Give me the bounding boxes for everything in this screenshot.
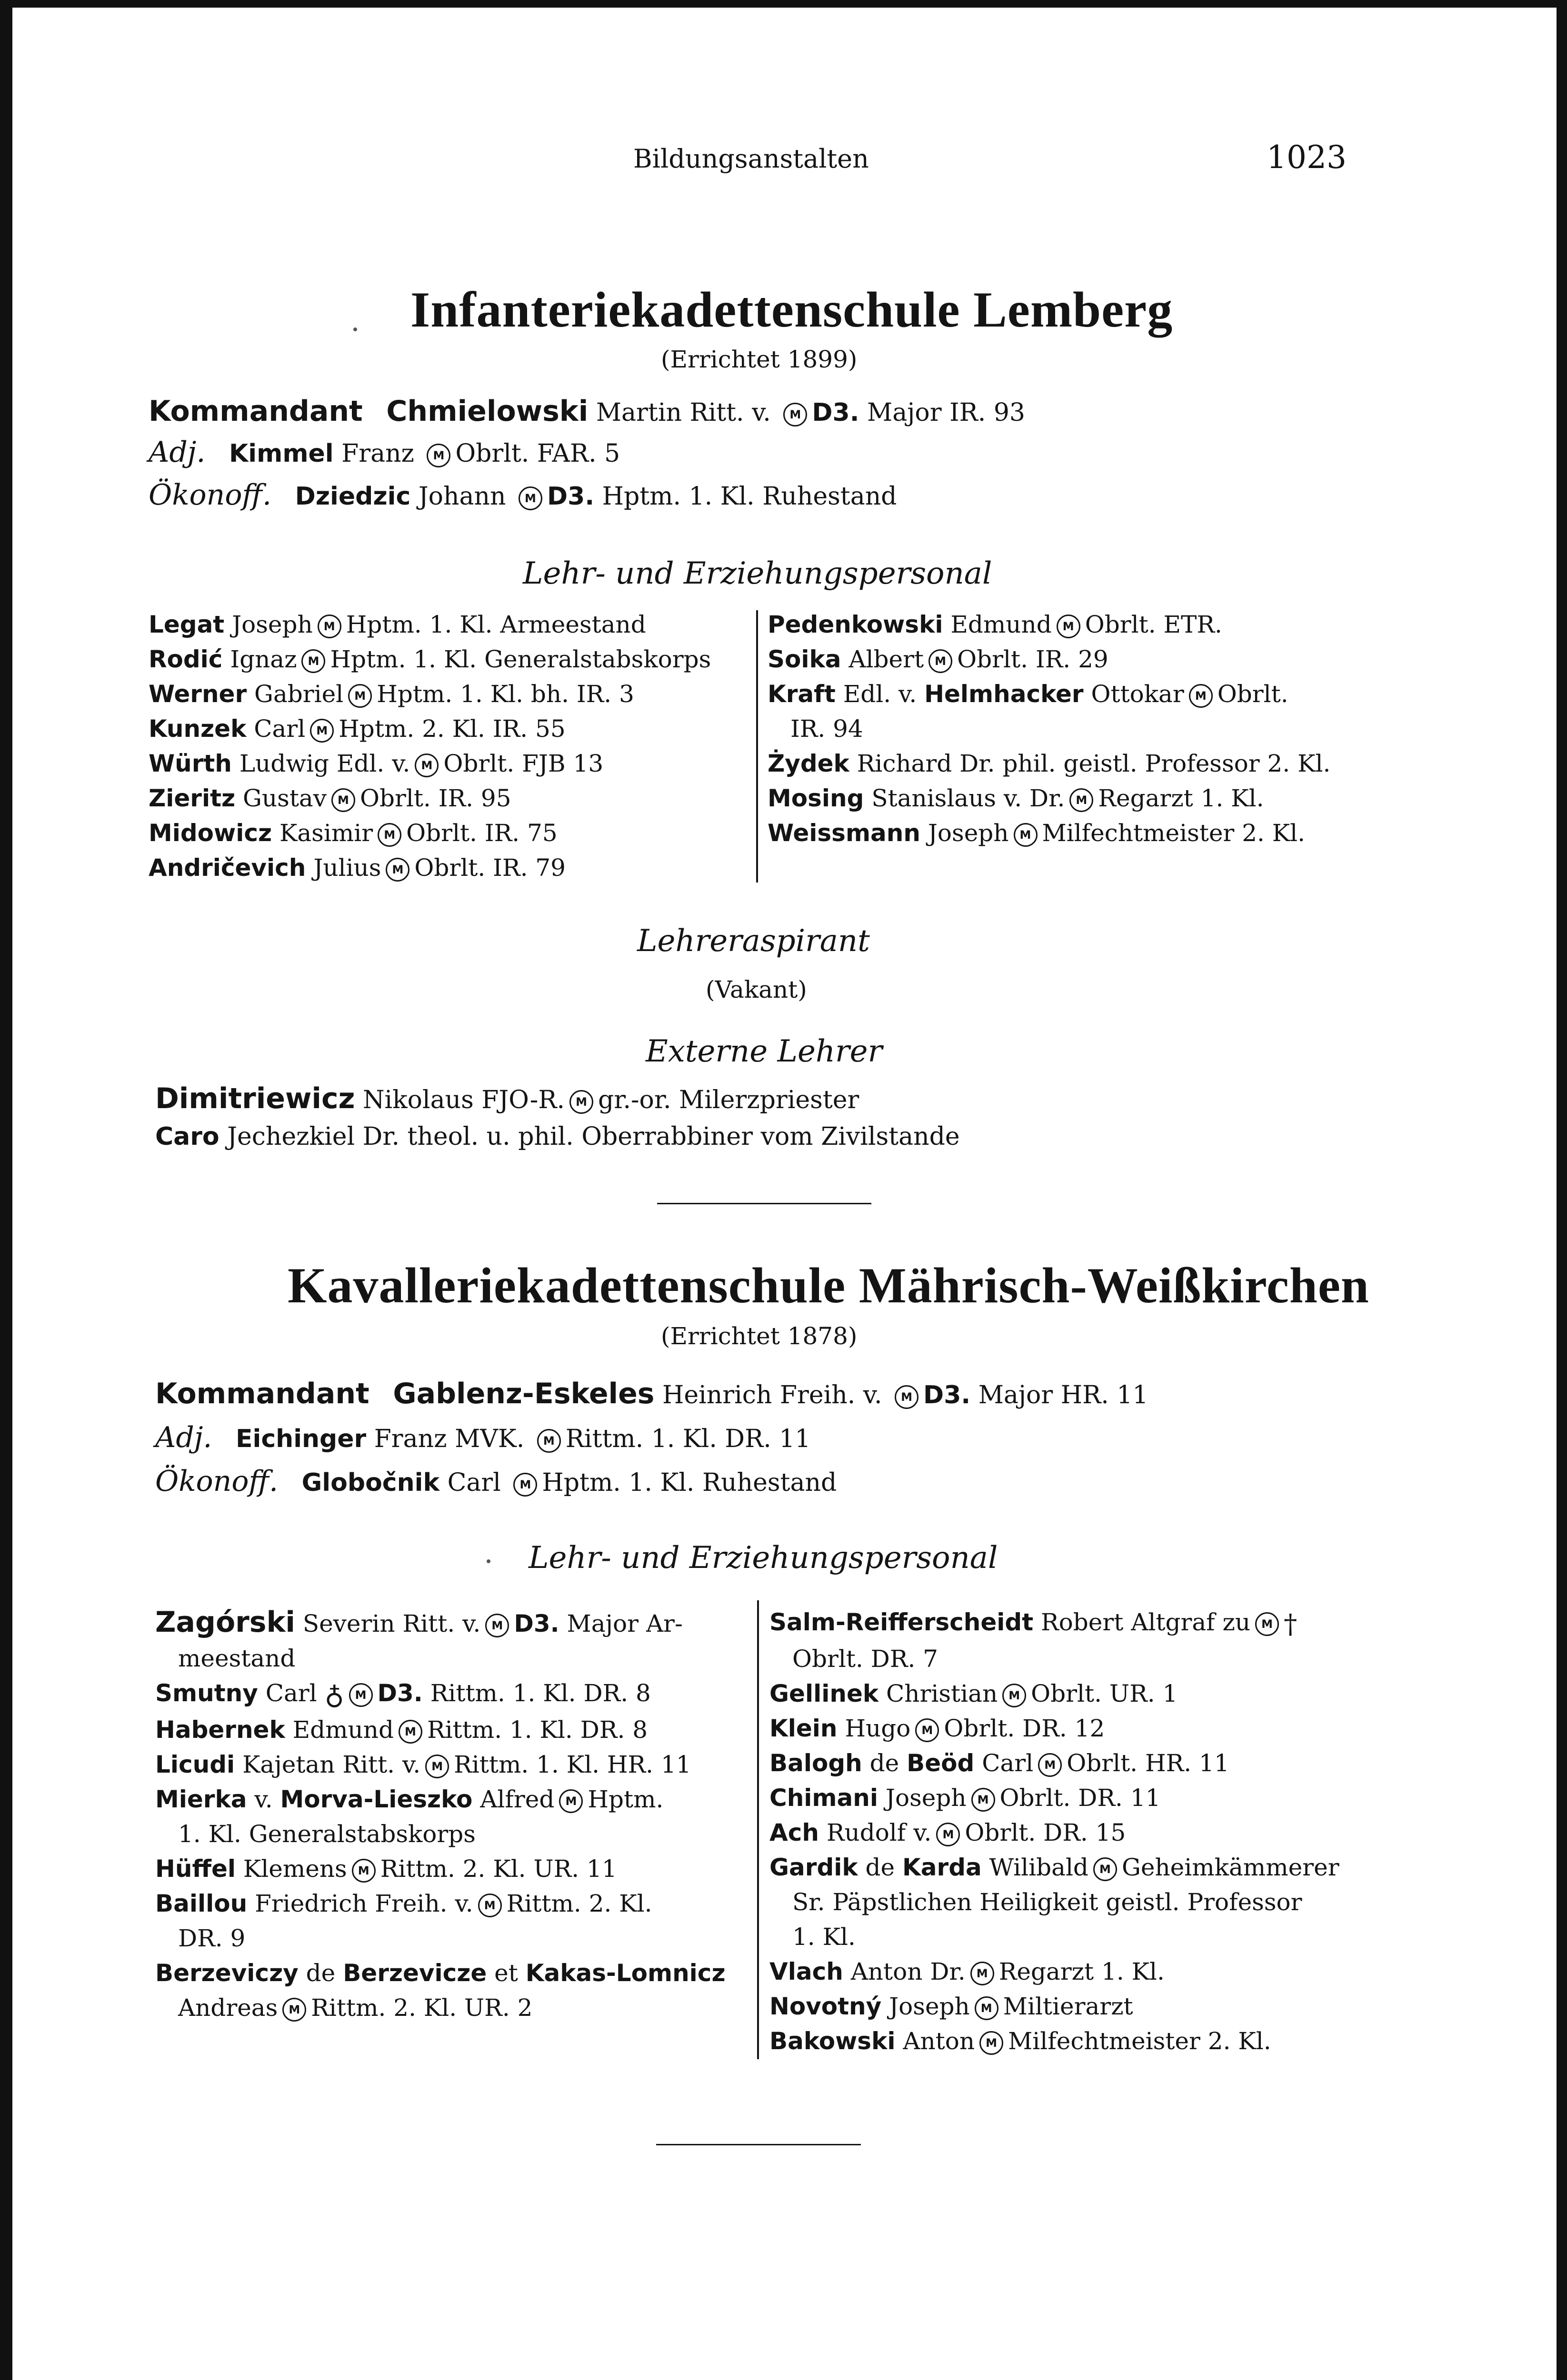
list-item-continuation: Andreas M Rittm. 2. Kl. UR. 2	[178, 1993, 533, 2022]
school2-kommandant	[155, 1378, 1148, 1410]
list-item: Andričevich Julius M Obrlt. IR. 79	[149, 854, 566, 882]
list-item: Würth Ludwig Edl. v. M Obrlt. FJB 13	[149, 750, 604, 777]
school1-okonoff	[149, 480, 897, 512]
list-item: Mosing Stanislaus v. Dr. M Regarzt 1. Kl.	[768, 784, 1264, 812]
list-item: Vlach Anton Dr. M Regarzt 1. Kl.	[769, 1957, 1165, 1985]
adj-rank: Obrlt. FAR. 5	[455, 439, 620, 468]
merit-badge-icon: M	[915, 1718, 939, 1742]
school2-okonoff	[155, 1466, 837, 1498]
kommandant-decoration: D3.	[923, 1381, 971, 1409]
merit-badge-icon: M	[783, 403, 807, 426]
okonoff-name: Dziedzic	[295, 482, 411, 511]
merit-badge-icon: M	[1038, 1753, 1062, 1777]
list-item: Hüffel Klemens M Rittm. 2. Kl. UR. 11	[155, 1854, 617, 1883]
list-item: Balogh de Beöd Carl M Obrlt. HR. 11	[769, 1749, 1229, 1777]
section-divider	[656, 2144, 861, 2145]
merit-badge-icon: M	[386, 858, 409, 882]
kommandant-label: Kommandant	[155, 1377, 369, 1410]
merit-badge-icon: M	[485, 1614, 509, 1637]
list-item-continuation: IR. 94	[790, 715, 863, 743]
merit-badge-icon: M	[559, 1789, 583, 1813]
adj-rank: Rittm. 1. Kl. DR. 11	[565, 1425, 811, 1453]
merit-badge-icon: M	[1189, 684, 1213, 708]
merit-badge-icon: M	[895, 1385, 918, 1409]
list-item: Berzeviczy de Berzevicze et Kakas-Lomnicz	[155, 1959, 726, 1987]
school1-staff-right	[768, 607, 1367, 851]
merit-badge-icon: M	[352, 1859, 376, 1883]
merit-badge-icon: M	[318, 615, 341, 638]
okonoff-rank: Hptm. 1. Kl. Ruhestand	[542, 1468, 837, 1497]
list-item: Żydek Richard Dr. phil. geistl. Professor 2. Kl.	[768, 750, 1331, 777]
list-item: Werner Gabriel M Hptm. 1. Kl. bh. IR. 3	[149, 680, 634, 708]
merit-badge-icon: M	[1255, 1612, 1279, 1636]
school2-staff-right	[769, 1605, 1384, 2059]
extern-item: Dimitriewicz Nikolaus FJO-R. M gr.-or. Milerzpriester	[155, 1082, 859, 1115]
merit-badge-icon: M	[569, 1090, 593, 1114]
okonoff-detail: Carl	[447, 1468, 501, 1497]
merit-badge-icon: M	[970, 1962, 994, 1985]
adj-detail: Franz	[341, 439, 414, 468]
kommandant-name: Gablenz-Eskeles	[393, 1377, 655, 1410]
column-divider	[757, 1600, 759, 2059]
merit-badge-icon: M	[301, 649, 325, 673]
merit-badge-icon: M	[537, 1429, 561, 1453]
merit-badge-icon: M	[1069, 788, 1093, 812]
speck	[353, 327, 357, 331]
merit-badge-icon: M	[331, 788, 355, 812]
aspirant-value: (Vakant)	[706, 976, 807, 1003]
scan-edge-left	[0, 0, 12, 2380]
list-item-continuation: meestand	[178, 1645, 296, 1672]
list-item-continuation: Sr. Päpstlichen Heiligkeit geistl. Professor	[792, 1888, 1302, 1916]
school1-kommandant	[149, 396, 1025, 428]
okonoff-name: Globočnik	[301, 1468, 440, 1497]
list-item-continuation: 1. Kl.	[792, 1923, 856, 1951]
list-item: Mierka v. Morva-Lieszko Alfred M Hptm.	[155, 1785, 664, 1813]
list-item-continuation: 1. Kl. Generalstabskorps	[178, 1820, 476, 1848]
section-divider	[657, 1203, 871, 1204]
list-item: Midowicz Kasimir M Obrlt. IR. 75	[149, 819, 558, 847]
merit-badge-icon: M	[1014, 823, 1038, 847]
list-item: Zieritz Gustav M Obrlt. IR. 95	[149, 784, 511, 812]
merit-badge-icon: M	[513, 1473, 537, 1497]
list-item: Habernek Edmund M Rittm. 1. Kl. DR. 8	[155, 1716, 648, 1744]
merit-badge-icon: M	[282, 1998, 306, 2022]
aspirant-heading: Lehreraspirant	[637, 923, 870, 959]
merit-badge-icon: M	[310, 719, 334, 743]
list-item: Baillou Friedrich Freih. v. M Rittm. 2. Kl.	[155, 1889, 652, 1917]
adj-label: Adj.	[155, 1421, 212, 1454]
speck	[487, 1559, 490, 1563]
school2-staff-left	[155, 1605, 746, 2025]
school1-staff-heading: Lehr- und Erziehungspersonal	[523, 556, 992, 591]
school2-adj	[155, 1422, 810, 1454]
list-item: Soika Albert M Obrlt. IR. 29	[768, 645, 1108, 673]
kommandant-detail: Heinrich Freih. v.	[662, 1381, 882, 1409]
list-item-continuation: DR. 9	[178, 1924, 246, 1952]
school1-staff-left	[149, 607, 744, 885]
list-item: Novotný Joseph M Miltierarzt	[769, 1992, 1133, 2020]
school2-staff-heading: Lehr- und Erziehungspersonal	[529, 1540, 998, 1576]
list-item: Chimani Joseph M Obrlt. DR. 11	[769, 1784, 1161, 1812]
school1-title: Infanteriekadettenschule Lemberg	[410, 282, 1173, 337]
adj-name: Eichinger	[236, 1425, 367, 1453]
list-item: Klein Hugo M Obrlt. DR. 12	[769, 1714, 1105, 1742]
adj-label: Adj.	[149, 436, 206, 469]
running-title: Bildungsanstalten	[633, 144, 869, 174]
kommandant-name: Chmielowski	[386, 395, 589, 428]
list-item: Licudi Kajetan Ritt. v. M Rittm. 1. Kl. HR. 11	[155, 1750, 691, 1778]
okonoff-rank: Hptm. 1. Kl. Ruhestand	[602, 482, 897, 511]
extern-item: Caro Jechezkiel Dr. theol. u. phil. Oberrabbiner vom Zivilstande	[155, 1122, 960, 1151]
merit-badge-icon: M	[378, 823, 401, 847]
list-item: Smutny Carl ♁ M D3. Rittm. 1. Kl. DR. 8	[155, 1676, 746, 1713]
scan-edge-top	[0, 0, 1567, 8]
merit-badge-icon: M	[971, 1788, 995, 1812]
merit-badge-icon: M	[1057, 615, 1080, 638]
merit-badge-icon: M	[975, 1996, 998, 2020]
list-item: Gardik de Karda Wilibald M Geheimkämmerer	[769, 1853, 1339, 1881]
merit-badge-icon: M	[478, 1894, 502, 1917]
merit-badge-icon: M	[348, 684, 372, 708]
list-item: Legat Joseph M Hptm. 1. Kl. Armeestand	[149, 611, 646, 638]
school1-adj	[149, 437, 620, 469]
list-item: Rodić Ignaz M Hptm. 1. Kl. Generalstabskorps	[149, 645, 711, 673]
list-item: Zagórski Severin Ritt. v. M D3. Major Ar-	[155, 1606, 683, 1639]
kommandant-rank: Major HR. 11	[978, 1381, 1148, 1409]
merit-badge-icon: M	[1093, 1857, 1117, 1881]
merit-badge-icon: M	[415, 754, 439, 777]
kommandant-decoration: D3.	[812, 398, 859, 427]
okonoff-label: Ökonoff.	[149, 478, 272, 512]
school1-founded: (Errichtet 1899)	[661, 346, 858, 373]
scan-edge-right	[1557, 0, 1567, 2380]
kommandant-detail: Martin Ritt. v.	[596, 398, 771, 427]
adj-name: Kimmel	[229, 439, 334, 468]
cross-icon: †	[1284, 1608, 1298, 1640]
list-item: Salm-Reifferscheidt Robert Altgraf zu M †	[769, 1605, 1384, 1642]
page-number: 1023	[1267, 139, 1347, 176]
list-item: Weissmann Joseph M Milfechtmeister 2. Kl.	[768, 819, 1306, 847]
order-icon: ♁	[324, 1679, 344, 1711]
okonoff-decoration: D3.	[547, 482, 595, 511]
merit-badge-icon: M	[936, 1823, 960, 1846]
merit-badge-icon: M	[349, 1683, 373, 1707]
merit-badge-icon: M	[425, 1755, 449, 1778]
merit-badge-icon: M	[399, 1720, 422, 1744]
list-item-continuation: Obrlt. DR. 7	[792, 1645, 938, 1673]
list-item: Kraft Edl. v. Helmhacker Ottokar M Obrlt.	[768, 680, 1288, 708]
list-item: Bakowski Anton M Milfechtmeister 2. Kl.	[769, 2027, 1271, 2055]
merit-badge-icon: M	[519, 486, 542, 510]
okonoff-label: Ökonoff.	[155, 1465, 279, 1498]
merit-badge-icon: M	[928, 649, 952, 673]
extern-heading: Externe Lehrer	[646, 1034, 883, 1069]
list-item: Gellinek Christian M Obrlt. UR. 1	[769, 1679, 1178, 1707]
kommandant-rank: Major IR. 93	[867, 398, 1025, 427]
merit-badge-icon: M	[427, 444, 450, 467]
adj-detail: Franz MVK.	[374, 1425, 525, 1453]
list-item: Kunzek Carl M Hptm. 2. Kl. IR. 55	[149, 715, 566, 743]
merit-badge-icon: M	[1002, 1684, 1026, 1707]
list-item: Ach Rudolf v. M Obrlt. DR. 15	[769, 1818, 1126, 1846]
kommandant-label: Kommandant	[149, 395, 363, 428]
school2-title: Kavalleriekadettenschule Mährisch-Weißkirchen	[288, 1258, 1369, 1313]
column-divider	[756, 610, 758, 883]
merit-badge-icon: M	[979, 2031, 1003, 2055]
list-item: Pedenkowski Edmund M Obrlt. ETR.	[768, 611, 1222, 638]
okonoff-detail: Johann	[418, 482, 506, 511]
school2-founded: (Errichtet 1878)	[661, 1322, 858, 1350]
